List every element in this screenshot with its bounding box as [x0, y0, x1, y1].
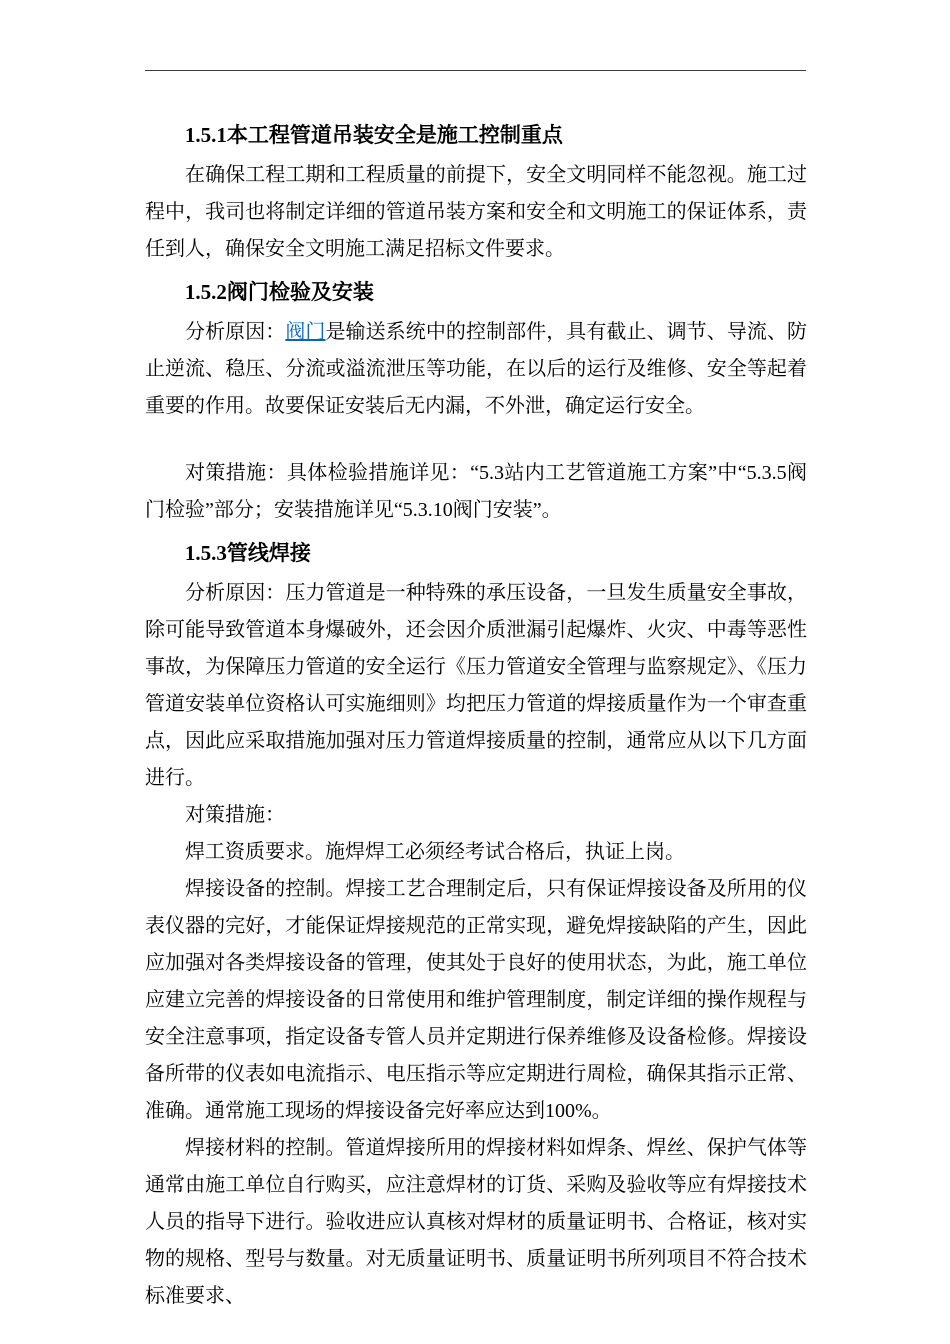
valve-link[interactable]: 阀门	[285, 321, 326, 343]
paragraph-welding-material-control: 焊接材料的控制。管道焊接所用的焊接材料如焊条、焊丝、保护气体等通常由施工单位自行购买，应注意焊材的订货、采购及验收等应有焊接技术人员的指导下进行。验收进应认真核对焊材的质量证明书、合格证，核对实物的规格、型号与数量。对无质量证明书、质量证明书所列项目不符合技术标准要求、	[145, 1137, 807, 1307]
paragraph-welding-analysis: 分析原因：压力管道是一种特殊的承压设备，一旦发生质量安全事故，除可能导致管道本身爆破外，还会因介质泄漏引起爆炸、火灾、中毒等恶性事故，为保障压力管道的安全运行《压力管道安全管理与监察规定》、《压力管道安装单位资格认可实施细则》均把压力管道的焊接质量作为一个审查重点，因此应采取措施加强对压力管道焊接质量的控制，通常应从以下几方面进行。	[145, 582, 807, 789]
paragraph-hoisting-safety: 在确保工程工期和工程质量的前提下，安全文明同样不能忽视。施工过程中，我司也将制定详细的管道吊装方案和安全和文明施工的保证体系，责任到人，确保安全文明施工满足招标文件要求。	[145, 164, 807, 260]
heading-1-5-2-valve-inspection-installation: 1.5.2阀门检验及安装	[184, 280, 374, 304]
heading-1-5-1-pipeline-hoisting-safety: 1.5.1本工程管道吊装安全是施工控制重点	[184, 123, 563, 147]
paragraph-welding-countermeasures-label: 对策措施：	[185, 804, 285, 826]
paragraph-welder-qualification: 焊工资质要求。施焊焊工必须经考试合格后，执证上岗。	[185, 841, 685, 863]
document-body	[145, 71, 807, 1315]
paragraph-welding-equipment-control: 焊接设备的控制。焊接工艺合理制定后，只有保证焊接设备及所用的仪表仪器的完好，才能保证焊接规范的正常实现，避免焊接缺陷的产生，因此应加强对各类焊接设备的管理，使其处于良好的使用状态，为此，施工单位应建立完善的焊接设备的日常使用和维护管理制度，制定详细的操作规程与安全注意事项，指定设备专管人员并定期进行保养维修及设备检修。焊接设备所带的仪表如电流指示、电压指示等应定期进行周检，确保其指示正常、准确。通常施工现场的焊接设备完好率应达到100%。	[145, 878, 807, 1122]
paragraph-valve-countermeasures: 对策措施：具体检验措施详见：“5.3站内工艺管道施工方案”中“5.3.5阀门检验”部分；安装措施详见“5.3.10阀门安装”。	[145, 462, 807, 521]
heading-1-5-3-pipeline-welding: 1.5.3管线焊接	[184, 541, 311, 565]
paragraph-valve-analysis	[145, 314, 807, 425]
blank-line	[145, 425, 807, 455]
valve-analysis-prefix: 分析原因：	[185, 321, 286, 343]
valve-analysis-suffix: 是输送系统中的控制部件，具有截止、调节、导流、防止逆流、稳压、分流或溢流泄压等功能，在以后的运行及维修、安全等起着重要的作用。故要保证安装后无内漏，不外泄，确定运行安全。	[145, 321, 808, 417]
